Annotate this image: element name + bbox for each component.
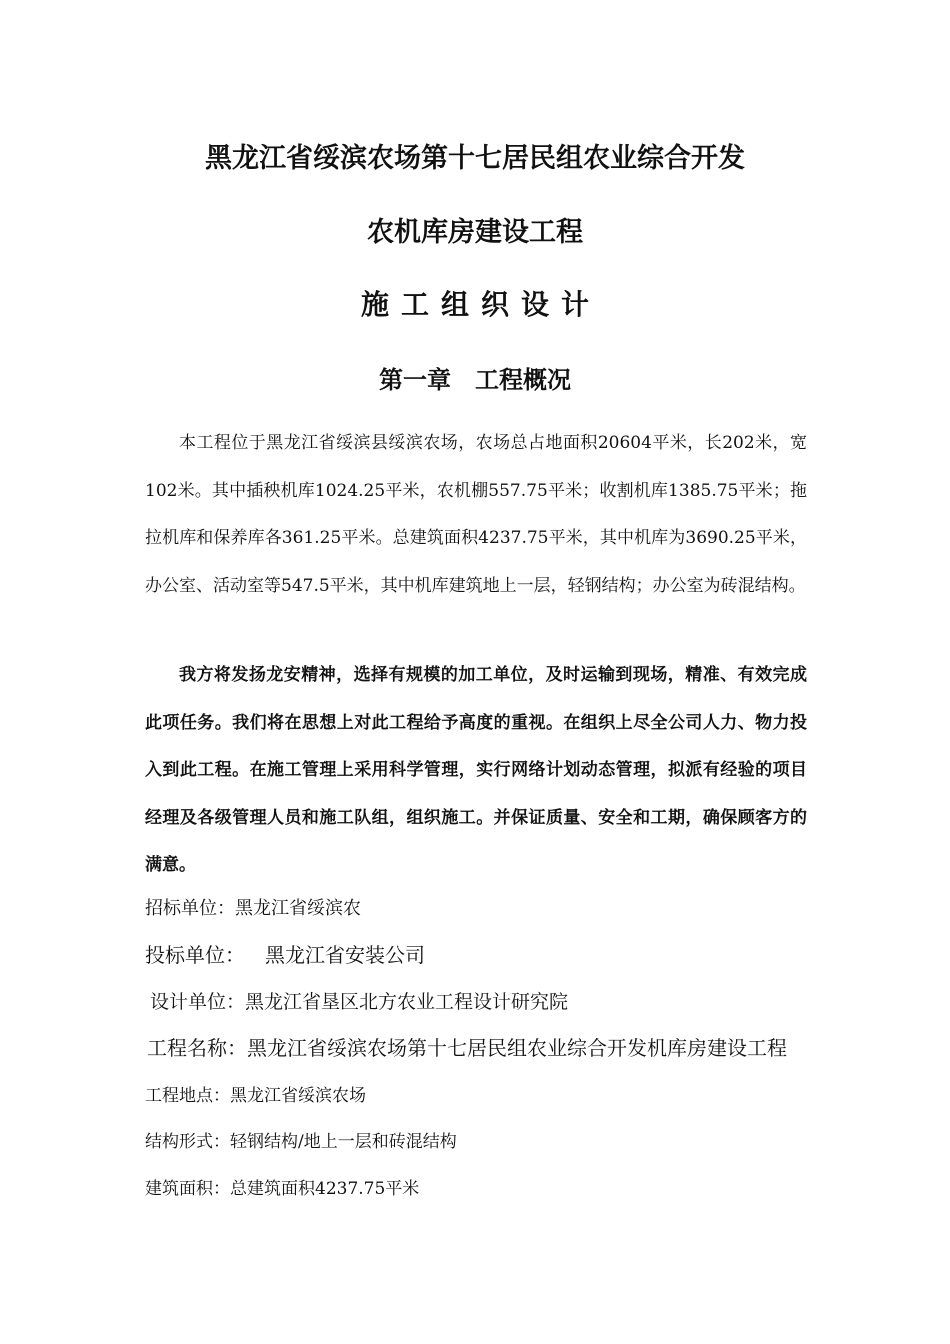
document-title-line2: 农机库房建设工程 bbox=[367, 217, 583, 248]
bidder-unit-field bbox=[145, 939, 425, 968]
chapter-heading: 第一章 工程概况 bbox=[379, 365, 571, 394]
project-location-field bbox=[145, 1081, 366, 1106]
document-title-line3: 施工组织设计 bbox=[360, 288, 601, 321]
building-area-value: 总建筑面积4237.75平米 bbox=[230, 1179, 420, 1199]
tender-unit-value: 黑龙江省绥滨农 bbox=[235, 898, 361, 919]
project-name-value: 黑龙江省绥滨农场第十七居民组农业综合开发机库房建设工程 bbox=[247, 1036, 787, 1060]
project-name-label: 工程名称： bbox=[147, 1036, 247, 1060]
design-unit-field bbox=[150, 987, 568, 1014]
bidder-unit-value: 黑龙江省安装公司 bbox=[265, 943, 425, 967]
structure-type-value: 轻钢结构/地上一层和砖混结构 bbox=[230, 1132, 457, 1152]
design-unit-label: 设计单位： bbox=[150, 991, 246, 1013]
building-area-label: 建筑面积： bbox=[145, 1179, 230, 1199]
structure-type-field bbox=[145, 1127, 457, 1152]
project-location-value: 黑龙江省绥滨农场 bbox=[230, 1086, 366, 1106]
tender-unit-label: 招标单位： bbox=[145, 898, 235, 919]
structure-type-label: 结构形式： bbox=[145, 1132, 230, 1152]
tender-unit-field bbox=[145, 894, 361, 920]
design-unit-value: 黑龙江省垦区北方农业工程设计研究院 bbox=[245, 991, 569, 1013]
bidder-unit-label: 投标单位： bbox=[145, 943, 245, 967]
project-location-label: 工程地点： bbox=[145, 1086, 230, 1106]
commitment-paragraph: 我方将发扬龙安精神，选择有规模的加工单位，及时运输到现场，精准、有效完成此项任务。我们将在思想上对此工程给予高度的重视。在组织上尽全公司人力、物力投入到此工程。在施工管理上采用科学管理，实行网络计划动态管理，拟派有经验的项目经理及各级管理人员和施工队组，组织施工。并保证质量、安全和工期，确保顾客方的满意。 bbox=[145, 665, 807, 875]
document-title-line1: 黑龙江省绥滨农场第十七居民组农业综合开发 bbox=[205, 143, 745, 174]
project-name-field bbox=[147, 1032, 787, 1061]
overview-paragraph: 本工程位于黑龙江省绥滨县绥滨农场，农场总占地面积20604平米，长202米，宽102米。其中插秧机库1024.25平米，农机棚557.75平米；收割机库1385.75平米；拖拉机库和保养库各361.25平米。总建筑面积4237.75平米，其中机库为3690.25平米，办公室、活动室等547.5平米，其中机库建筑地上一层，轻钢结构；办公室为砖混结构。 bbox=[145, 433, 807, 596]
building-area-field bbox=[145, 1174, 419, 1199]
